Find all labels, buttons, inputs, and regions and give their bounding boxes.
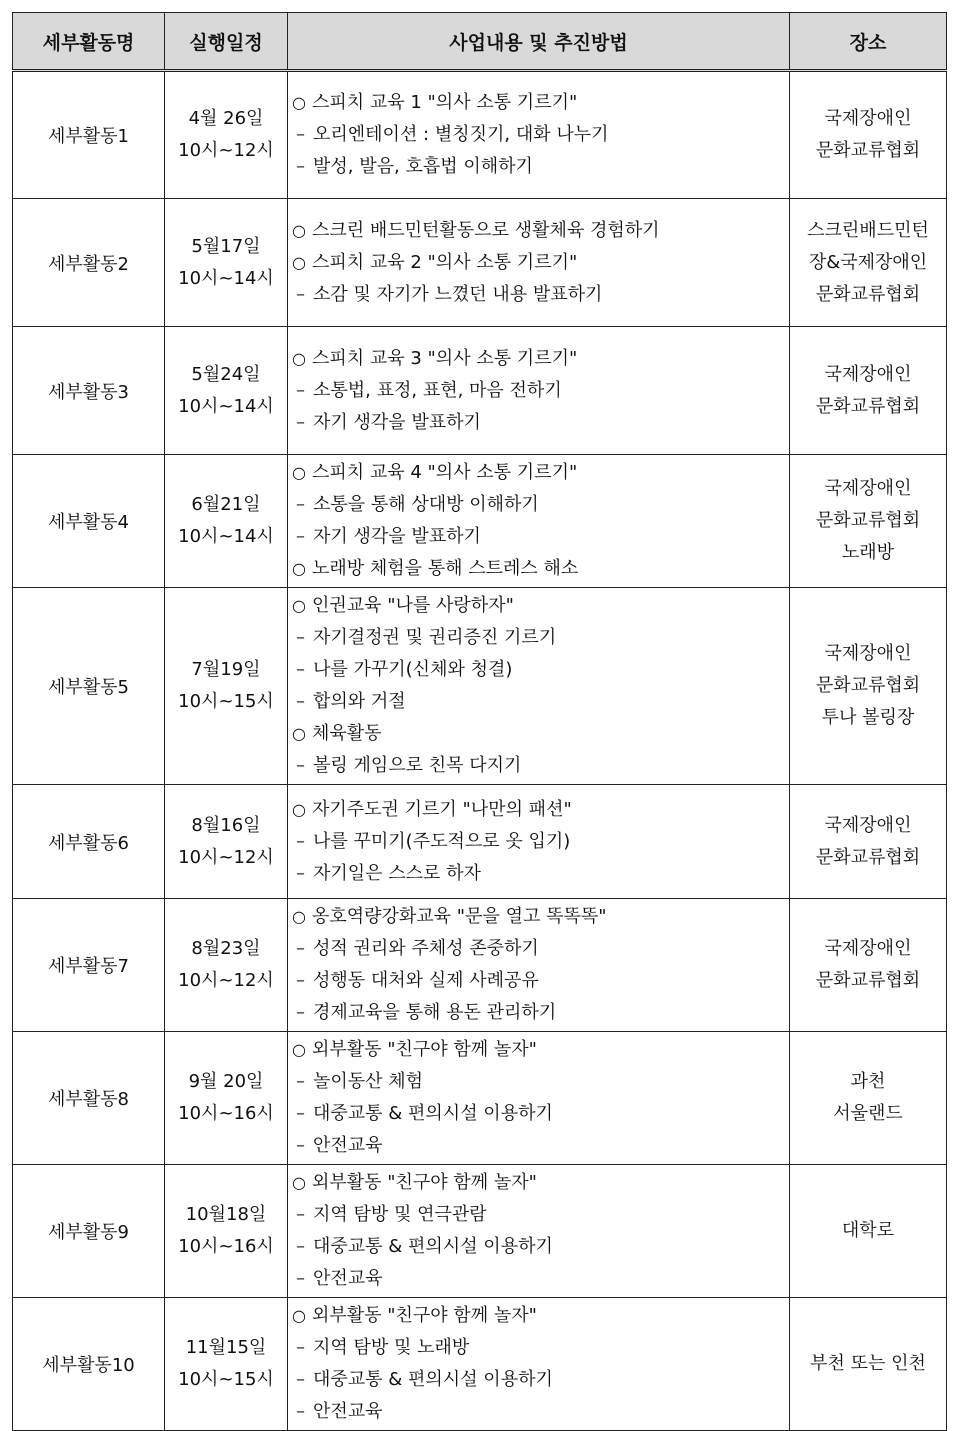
- table-row: [13, 71, 947, 199]
- content-sub-item: – 소감 및 자기가 느꼈던 내용 발표하기: [292, 279, 789, 311]
- place-line: 문화교류협회: [815, 283, 921, 305]
- table-body: [13, 71, 947, 1431]
- schedule-time: 10시~15시: [178, 691, 274, 712]
- activity-name-cell: 세부활동8: [13, 1032, 165, 1165]
- content-main-item: ○ 노래방 체험을 통해 스트레스 해소: [292, 553, 789, 585]
- content-sub-item: – 놀이동산 체험: [292, 1066, 789, 1098]
- content-cell: [288, 899, 790, 1032]
- content-sub-item: – 발성, 발음, 호흡법 이해하기: [292, 151, 789, 183]
- place-line: 문화교류협회: [815, 140, 921, 161]
- schedule-date: 5월17일: [191, 235, 261, 257]
- content-sub-item: – 소통법, 표정, 표현, 마음 전하기: [292, 375, 789, 407]
- header-schedule: 실행일정: [165, 13, 288, 71]
- place-line: 국제장애인: [824, 363, 912, 385]
- schedule-cell: [165, 327, 288, 455]
- content-sub-item: – 지역 탐방 및 연극관람: [292, 1199, 789, 1231]
- schedule-time: 10시~14시: [178, 395, 274, 417]
- activity-name-cell: 세부활동6: [13, 785, 165, 899]
- table-row: [13, 899, 947, 1032]
- table-row: [13, 1298, 947, 1431]
- schedule-date: 8월16일: [191, 814, 261, 836]
- table-row: [13, 785, 947, 899]
- content-cell: [288, 1032, 790, 1165]
- place-line: 문화교류협회: [815, 846, 921, 868]
- content-main-item: ○ 외부활동 "친구야 함께 놀자": [292, 1034, 789, 1066]
- content-sub-item: – 안전교육: [292, 1396, 789, 1428]
- place-cell: [790, 899, 947, 1032]
- table-row: [13, 1165, 947, 1298]
- content-sub-item: – 자기일은 스스로 하자: [292, 858, 789, 890]
- content-main-item: ○ 인권교육 "나를 사랑하자": [292, 590, 789, 622]
- table-row: [13, 327, 947, 455]
- content-cell: [288, 455, 790, 588]
- content-main-item: ○ 스피치 교육 2 "의사 소통 기르기": [292, 247, 789, 279]
- schedule-cell: [165, 71, 288, 199]
- place-line: 문화교류협회: [815, 395, 921, 417]
- place-cell: [790, 1298, 947, 1431]
- header-content-method: 사업내용 및 추진방법: [288, 13, 790, 71]
- place-cell: [790, 1165, 947, 1298]
- activity-name-cell: 세부활동5: [13, 588, 165, 785]
- activity-name-cell: 세부활동2: [13, 199, 165, 327]
- place-line: 문화교류협회: [815, 510, 921, 531]
- table-row: [13, 199, 947, 327]
- content-main-item: ○ 스피치 교육 1 "의사 소통 기르기": [292, 87, 789, 119]
- place-line: 노래방: [841, 542, 895, 563]
- content-sub-item: – 나를 가꾸기(신체와 청결): [292, 654, 789, 686]
- content-sub-item: – 소통을 통해 상대방 이해하기: [292, 489, 789, 521]
- place-line: 국제장애인: [824, 478, 912, 499]
- content-sub-item: – 자기 생각을 발표하기: [292, 407, 789, 439]
- content-cell: [288, 588, 790, 785]
- activity-plan-table-container: [12, 12, 946, 1431]
- schedule-cell: [165, 899, 288, 1032]
- activity-name-cell: 세부활동10: [13, 1298, 165, 1431]
- table-row: [13, 1032, 947, 1165]
- place-line: 국제장애인: [824, 938, 912, 959]
- content-sub-item: – 대중교통 & 편의시설 이용하기: [292, 1231, 789, 1263]
- schedule-cell: [165, 199, 288, 327]
- activity-name-cell: 세부활동1: [13, 71, 165, 199]
- activity-name-cell: 세부활동3: [13, 327, 165, 455]
- content-cell: [288, 71, 790, 199]
- schedule-date: 7월19일: [191, 659, 261, 680]
- schedule-date: 4월 26일: [188, 108, 264, 129]
- schedule-cell: [165, 455, 288, 588]
- place-line: 문화교류협회: [815, 675, 921, 696]
- place-cell: [790, 455, 947, 588]
- place-line: 대학로: [841, 1220, 895, 1241]
- content-cell: [288, 327, 790, 455]
- content-main-item: ○ 옹호역량강화교육 "문을 열고 똑똑똑": [292, 901, 789, 933]
- schedule-time: 10시~14시: [178, 526, 274, 547]
- schedule-date: 9월 20일: [188, 1071, 264, 1092]
- schedule-time: 10시~14시: [178, 267, 274, 289]
- schedule-cell: [165, 1165, 288, 1298]
- place-line: 과천: [850, 1071, 886, 1092]
- schedule-cell: [165, 588, 288, 785]
- content-sub-item: – 대중교통 & 편의시설 이용하기: [292, 1098, 789, 1130]
- content-main-item: ○ 체육활동: [292, 718, 789, 750]
- place-cell: [790, 785, 947, 899]
- schedule-date: 10월18일: [185, 1204, 267, 1225]
- content-cell: [288, 785, 790, 899]
- content-sub-item: – 성적 권리와 주체성 존중하기: [292, 933, 789, 965]
- schedule-date: 6월21일: [191, 494, 261, 515]
- content-main-item: ○ 스피치 교육 4 "의사 소통 기르기": [292, 457, 789, 489]
- place-line: 투나 볼링장: [821, 707, 915, 728]
- schedule-time: 10시~16시: [178, 1236, 274, 1257]
- place-line: 문화교류협회: [815, 970, 921, 991]
- schedule-cell: [165, 1032, 288, 1165]
- schedule-time: 10시~16시: [178, 1103, 274, 1124]
- place-line: 스크린배드민턴: [807, 219, 929, 241]
- table-row: [13, 588, 947, 785]
- content-sub-item: – 오리엔테이션 : 별칭짓기, 대화 나누기: [292, 119, 789, 151]
- place-line: 장&국제장애인: [808, 251, 928, 273]
- place-cell: [790, 327, 947, 455]
- schedule-time: 10시~12시: [178, 970, 274, 991]
- content-sub-item: – 안전교육: [292, 1263, 789, 1295]
- content-main-item: ○ 외부활동 "친구야 함께 놀자": [292, 1167, 789, 1199]
- content-sub-item: – 안전교육: [292, 1130, 789, 1162]
- schedule-cell: [165, 1298, 288, 1431]
- content-sub-item: – 지역 탐방 및 노래방: [292, 1332, 789, 1364]
- content-sub-item: – 자기 생각을 발표하기: [292, 521, 789, 553]
- content-sub-item: – 경제교육을 통해 용돈 관리하기: [292, 997, 789, 1029]
- schedule-date: 5월24일: [191, 363, 261, 385]
- content-main-item: ○ 자기주도권 기르기 "나만의 패션": [292, 794, 789, 826]
- content-sub-item: – 대중교통 & 편의시설 이용하기: [292, 1364, 789, 1396]
- content-main-item: ○ 외부활동 "친구야 함께 놀자": [292, 1300, 789, 1332]
- place-line: 국제장애인: [824, 814, 912, 836]
- activity-name-cell: 세부활동7: [13, 899, 165, 1032]
- schedule-time: 10시~12시: [178, 846, 274, 868]
- header-activity-name: 세부활동명: [13, 13, 165, 71]
- content-main-item: ○ 스크린 배드민턴활동으로 생활체육 경험하기: [292, 215, 789, 247]
- schedule-time: 10시~15시: [178, 1369, 274, 1390]
- header-place: 장소: [790, 13, 947, 71]
- schedule-date: 11월15일: [185, 1337, 267, 1358]
- place-line: 국제장애인: [824, 643, 912, 664]
- content-cell: [288, 199, 790, 327]
- header-row: [13, 13, 947, 71]
- content-cell: [288, 1298, 790, 1431]
- content-sub-item: – 자기결정권 및 권리증진 기르기: [292, 622, 789, 654]
- content-sub-item: – 나를 꾸미기(주도적으로 옷 입기): [292, 826, 789, 858]
- table-row: [13, 455, 947, 588]
- place-cell: [790, 1032, 947, 1165]
- place-line: 부천 또는 인천: [810, 1353, 926, 1374]
- activity-name-cell: 세부활동4: [13, 455, 165, 588]
- activity-plan-table: [12, 12, 947, 1431]
- schedule-date: 8월23일: [191, 938, 261, 959]
- place-cell: [790, 71, 947, 199]
- content-sub-item: – 볼링 게임으로 친목 다지기: [292, 750, 789, 782]
- schedule-time: 10시~12시: [178, 140, 274, 161]
- place-line: 서울랜드: [833, 1103, 903, 1124]
- content-cell: [288, 1165, 790, 1298]
- content-main-item: ○ 스피치 교육 3 "의사 소통 기르기": [292, 343, 789, 375]
- place-cell: [790, 588, 947, 785]
- content-sub-item: – 합의와 거절: [292, 686, 789, 718]
- place-line: 국제장애인: [824, 108, 912, 129]
- activity-name-cell: 세부활동9: [13, 1165, 165, 1298]
- content-sub-item: – 성행동 대처와 실제 사례공유: [292, 965, 789, 997]
- schedule-cell: [165, 785, 288, 899]
- place-cell: [790, 199, 947, 327]
